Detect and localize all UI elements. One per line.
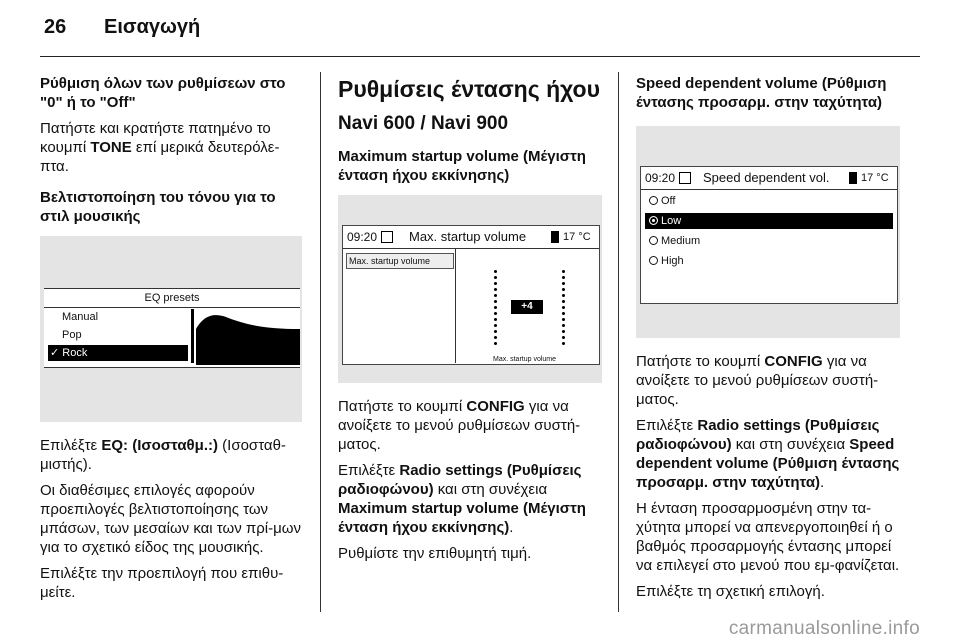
menu-name-eq: EQ: (Ισοσταθμ.:): [101, 437, 218, 454]
text: Πατήστε και κρατήστε πατημένο το κουμπί: [40, 120, 271, 156]
volume-value-marker[interactable]: +4: [511, 300, 543, 314]
temperature: 17 °C: [861, 172, 889, 184]
figure-eq-presets: [40, 236, 302, 422]
eq-curve: [196, 309, 300, 365]
paragraph: Ρυθμίστε την επιθυμητή τιμή.: [338, 545, 532, 562]
clock: 09:20: [347, 230, 378, 244]
eq-preset-list: [48, 309, 188, 365]
radio-icon: [649, 256, 658, 265]
eq-preset-manual[interactable]: [48, 309, 188, 325]
text: Επιλέξτε: [636, 417, 698, 434]
paragraph: [338, 397, 606, 454]
scale-dot: [562, 276, 565, 279]
section-heading-reset: Ρύθμιση όλων των ρυθμίσεων στο "0" ή το "Off": [40, 75, 286, 111]
watermark: carmanualsonline.info: [728, 618, 920, 639]
radio-icon: [649, 196, 658, 205]
menu-name: Maximum startup volume (Μέγιστη ένταση ήχου εκκίνησης): [338, 500, 586, 536]
text: Επιλέξτε: [338, 462, 400, 479]
scale-dot: [494, 330, 497, 333]
temperature: 17 °C: [563, 231, 591, 243]
menu-name: Radio settings (Ρυθμίσεις ραδιοφώνου): [636, 417, 880, 453]
scale-dot: [562, 336, 565, 339]
scale-dot: [494, 300, 497, 303]
menu-name: Speed dependent volume (Ρύθμιση έντασης προσαρμ. στην ταχύτητα): [636, 436, 900, 491]
text: .: [820, 474, 825, 491]
text: επί μερικά δευτερόλε-πτα.: [40, 139, 280, 175]
paragraph: Η ένταση προσαρμοσμένη στην τα-χύτητα μπορεί να απενεργοποιηθεί ή ο βαθμός προσαρμογής έντασης μπορεί να επιλεγεί στο μενού που εμ-φανίζεται.: [636, 500, 900, 574]
text: (Ισοσταθ-μιστής).: [40, 437, 286, 473]
text: και στη συνέχεια: [731, 436, 850, 453]
option-low[interactable]: [645, 213, 893, 229]
scale-dot: [494, 282, 497, 285]
thermometer-icon: [551, 231, 559, 243]
page-header-title: Εισαγωγή: [104, 16, 201, 38]
section-heading-tone: Βελτιστοποίηση του τόνου για το στιλ μουσικής: [40, 189, 276, 225]
scale-dot: [494, 318, 497, 321]
checkmark-icon: ✓: [50, 347, 63, 359]
text: Επιλέξτε: [40, 437, 102, 454]
eq-preset-pop[interactable]: [48, 327, 188, 343]
scale-dot: [494, 276, 497, 279]
scale-dot: [562, 300, 565, 303]
paragraph: [40, 119, 306, 176]
screen-divider: [455, 249, 456, 363]
header-rule: [40, 56, 920, 57]
paragraph: Επιλέξτε την προεπιλογή που επιθυ-μείτε.: [40, 565, 284, 601]
scale-dot: [494, 288, 497, 291]
speed-status-bar: [641, 167, 897, 190]
text: για να ανοίξετε το μενού ρυθμίσεων συστή-ματος.: [338, 398, 581, 453]
figure-speed-dependent-volume: [636, 126, 900, 338]
speed-screen: [640, 166, 898, 304]
startup-screen: [342, 225, 600, 365]
scale-dot: [494, 336, 497, 339]
eq-scrollbar: [191, 309, 194, 363]
text: για να ανοίξετε το μενού ρυθμίσεων συστή-ματος.: [636, 353, 879, 408]
volume-caption: Max. startup volume: [493, 356, 557, 363]
paragraph: [636, 352, 904, 409]
paragraph: [338, 461, 606, 537]
clock: 09:20: [645, 171, 676, 185]
scale-dot: [562, 282, 565, 285]
paragraph: Οι διαθέσιμες επιλογές αφορούν προεπιλογές βελτιστοποίησης των μπάσων, των μεσαίων και των πρί-μων για το σχετικό είδος της μουσικής.: [40, 482, 301, 556]
section-title-volume: Ρυθμίσεις έντασης ήχου: [338, 76, 600, 102]
column-divider-2: [618, 72, 619, 612]
radio-icon: [649, 236, 658, 245]
scale-dot: [494, 270, 497, 273]
column-2: [338, 74, 606, 570]
text: .: [509, 519, 514, 536]
paragraph: [636, 416, 904, 492]
scale-dot: [494, 294, 497, 297]
scale-dot: [562, 312, 565, 315]
eq-screen: [44, 288, 300, 368]
thermometer-icon: [849, 172, 857, 184]
scale-dot: [562, 324, 565, 327]
eq-preset-label: Manual: [62, 311, 99, 323]
scale-dot: [494, 306, 497, 309]
button-name-config: CONFIG: [466, 398, 525, 415]
scale-dot: [562, 342, 565, 345]
eq-preset-label: Pop: [62, 329, 82, 341]
text: και στη συνέχεια: [433, 481, 548, 498]
scale-dot: [562, 330, 565, 333]
scale-dot: [562, 306, 565, 309]
speed-option-list: [641, 193, 897, 293]
radio-icon: [649, 216, 658, 225]
scale-dot: [562, 318, 565, 321]
option-off[interactable]: [645, 193, 893, 209]
paragraph: [40, 436, 306, 474]
scale-dot: [494, 312, 497, 315]
option-label: Medium: [661, 235, 701, 247]
column-divider-1: [320, 72, 321, 612]
option-high[interactable]: [645, 253, 893, 269]
checkmark-icon: [679, 172, 691, 184]
column-3: [636, 74, 904, 608]
volume-scale-right: [561, 270, 565, 344]
figure-max-startup-volume: [338, 195, 602, 383]
text: Πατήστε το κουμπί: [636, 353, 765, 370]
scale-dot: [494, 324, 497, 327]
eq-preset-rock[interactable]: [48, 345, 188, 361]
tab-max-startup-volume[interactable]: Max. startup volume: [346, 253, 454, 269]
option-medium[interactable]: [645, 233, 893, 249]
option-label: Off: [661, 195, 676, 207]
text: Πατήστε το κουμπί: [338, 398, 467, 415]
section-heading-speed-dependent: Speed dependent volume (Ρύθμιση έντασης προσαρμ. στην ταχύτητα): [636, 75, 887, 111]
checkmark-icon: [381, 231, 393, 243]
button-name-config: CONFIG: [764, 353, 823, 370]
eq-screen-title: EQ presets: [44, 289, 300, 308]
screen-title: Max. startup volume: [409, 229, 527, 244]
volume-scale-left: [493, 270, 497, 344]
scale-dot: [562, 270, 565, 273]
menu-name: Radio settings (Ρυθμίσεις ραδιοφώνου): [338, 462, 582, 498]
paragraph: Επιλέξτε τη σχετική επιλογή.: [636, 583, 825, 600]
startup-status-bar: [343, 226, 599, 249]
button-name-tone: TONE: [90, 139, 132, 156]
screen-title: Speed dependent vol.: [703, 170, 830, 185]
section-heading-max-startup: Maximum startup volume (Μέγιστη ένταση ήχου εκκίνησης): [338, 148, 586, 184]
scale-dot: [562, 294, 565, 297]
eq-preset-label: Rock: [62, 347, 88, 359]
page-number: 26: [44, 16, 67, 38]
column-1: [40, 74, 306, 609]
subsection-title-navi: Navi 600 / Navi 900: [338, 113, 509, 134]
scale-dot: [494, 342, 497, 345]
scale-dot: [562, 288, 565, 291]
option-label: High: [661, 255, 684, 267]
option-label: Low: [661, 215, 682, 227]
